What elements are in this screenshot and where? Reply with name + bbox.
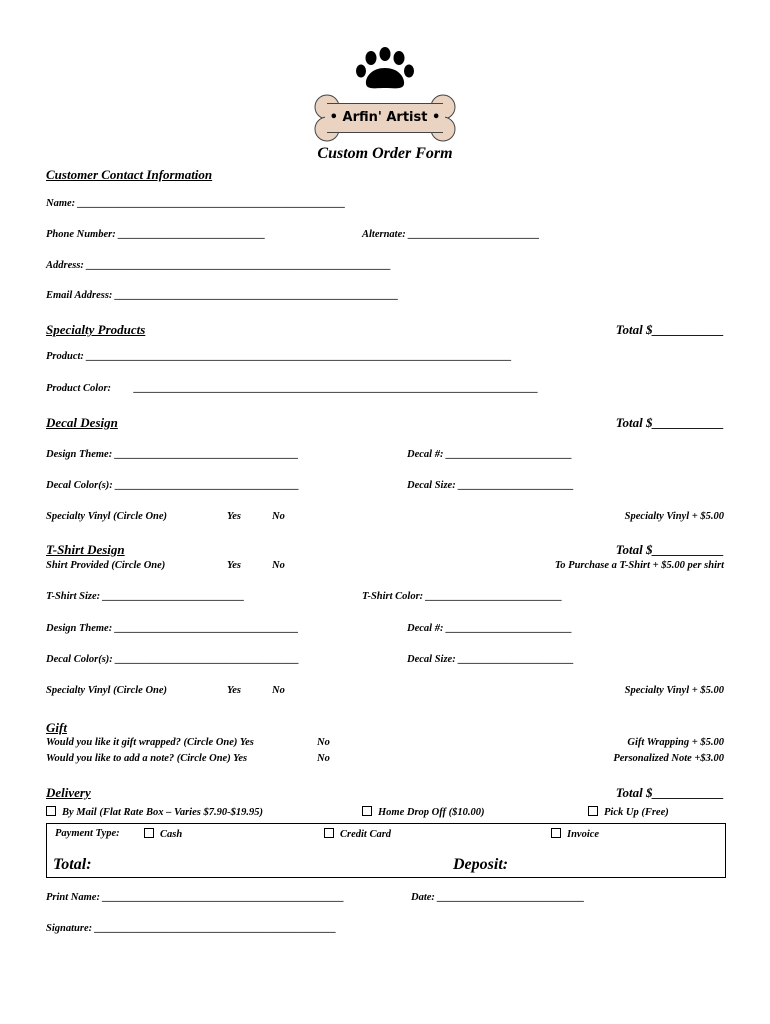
decal-vinyl-no[interactable]: No: [272, 511, 285, 522]
tshirt-vinyl-yes[interactable]: Yes: [227, 685, 241, 696]
decal-size-field[interactable]: Decal Size: ______________________: [407, 480, 574, 491]
tshirt-vinyl-no[interactable]: No: [272, 685, 285, 696]
product-color-label: Product Color:: [46, 383, 112, 394]
name-field[interactable]: Name: ___________________________________________________: [46, 198, 346, 209]
checkbox-icon[interactable]: [551, 828, 561, 838]
product-color-field[interactable]: _____________________________________________________________________________: [134, 383, 539, 394]
payment-credit-option[interactable]: [324, 828, 391, 840]
checkbox-icon[interactable]: [588, 806, 598, 816]
delivery-home-label: Home Drop Off ($10.00): [378, 807, 485, 818]
tshirt-theme-field[interactable]: Design Theme: ___________________________________: [46, 623, 299, 634]
decal-vinyl-yes[interactable]: Yes: [227, 511, 241, 522]
decal-colors-field[interactable]: Decal Color(s): ___________________________________: [46, 480, 300, 491]
decal-heading: Decal Design: [46, 415, 118, 430]
payment-deposit[interactable]: Deposit:: [453, 856, 509, 873]
form-title: Custom Order Form: [317, 145, 453, 162]
tshirt-total[interactable]: Total $___________: [615, 542, 724, 557]
decal-number-field[interactable]: Decal #: ________________________: [407, 449, 573, 460]
specialty-total[interactable]: Total $___________: [615, 322, 724, 337]
shirt-purchase-note: To Purchase a T-Shirt + $5.00 per shirt: [554, 560, 724, 571]
logo: [313, 44, 457, 146]
payment-invoice-label: Invoice: [567, 829, 600, 840]
payment-type-label: Payment Type:: [55, 828, 120, 839]
tshirt-color-field[interactable]: T-Shirt Color: __________________________: [362, 591, 563, 602]
checkbox-icon[interactable]: [362, 806, 372, 816]
alternate-field[interactable]: Alternate: _________________________: [362, 229, 540, 240]
tshirt-size-field[interactable]: T-Shirt Size: ___________________________: [46, 591, 245, 602]
signature-field[interactable]: Signature: ______________________________________________: [46, 923, 337, 934]
email-field[interactable]: Email Address: ______________________________________________________: [46, 290, 399, 301]
logo-text: • Arfin' Artist •: [329, 110, 441, 125]
decal-theme-field[interactable]: Design Theme: ___________________________________: [46, 449, 299, 460]
product-field[interactable]: Product: _________________________________________________________________________________: [46, 351, 512, 362]
tshirt-decal-size-field[interactable]: Decal Size: ______________________: [407, 654, 574, 665]
shirt-provided-label: Shirt Provided (Circle One): [46, 560, 166, 571]
tshirt-decal-colors-field[interactable]: Decal Color(s): ___________________________________: [46, 654, 300, 665]
specialty-heading: Specialty Products: [46, 322, 146, 337]
payment-total[interactable]: Total:: [53, 856, 92, 873]
payment-cash-option[interactable]: [144, 828, 182, 840]
delivery-total[interactable]: Total $___________: [615, 785, 724, 800]
delivery-heading: Delivery: [46, 785, 91, 800]
checkbox-icon[interactable]: [144, 828, 154, 838]
gift-wrap-question: Would you like it gift wrapped? (Circle One) Yes: [46, 737, 254, 748]
gift-note-no[interactable]: No: [317, 753, 330, 764]
phone-field[interactable]: Phone Number: ____________________________: [46, 229, 266, 240]
delivery-pickup-label: Pick Up (Free): [604, 807, 669, 818]
gift-wrap-no[interactable]: No: [317, 737, 330, 748]
payment-invoice-option[interactable]: [551, 828, 599, 840]
contact-heading: Customer Contact Information: [46, 167, 213, 182]
paw-icon: [313, 44, 457, 146]
shirt-provided-yes[interactable]: Yes: [227, 560, 241, 571]
decal-total[interactable]: Total $___________: [615, 415, 724, 430]
tshirt-decal-number-field[interactable]: Decal #: ________________________: [407, 623, 573, 634]
delivery-mail-option[interactable]: [46, 806, 263, 818]
tshirt-vinyl-label: Specialty Vinyl (Circle One): [46, 685, 168, 696]
checkbox-icon[interactable]: [46, 806, 56, 816]
payment-cash-label: Cash: [160, 829, 183, 840]
shirt-provided-no[interactable]: No: [272, 560, 285, 571]
payment-credit-label: Credit Card: [340, 829, 392, 840]
date-field[interactable]: Date: ____________________________: [411, 892, 585, 903]
checkbox-icon[interactable]: [324, 828, 334, 838]
address-field[interactable]: Address: __________________________________________________________: [46, 260, 392, 271]
delivery-mail-label: By Mail (Flat Rate Box – Varies $7.90-$19.95): [62, 807, 263, 818]
decal-vinyl-price: Specialty Vinyl + $5.00: [624, 511, 724, 522]
delivery-home-option[interactable]: [362, 806, 485, 818]
tshirt-heading: T-Shirt Design: [46, 542, 125, 557]
decal-vinyl-label: Specialty Vinyl (Circle One): [46, 511, 168, 522]
tshirt-vinyl-price: Specialty Vinyl + $5.00: [624, 685, 724, 696]
gift-wrap-price: Gift Wrapping + $5.00: [627, 737, 724, 748]
gift-heading: Gift: [46, 720, 67, 735]
print-name-field[interactable]: Print Name: ______________________________________________: [46, 892, 345, 903]
payment-box: [46, 823, 726, 878]
gift-note-question: Would you like to add a note? (Circle One) Yes: [46, 753, 248, 764]
delivery-pickup-option[interactable]: [588, 806, 669, 818]
gift-note-price: Personalized Note +$3.00: [613, 753, 724, 764]
